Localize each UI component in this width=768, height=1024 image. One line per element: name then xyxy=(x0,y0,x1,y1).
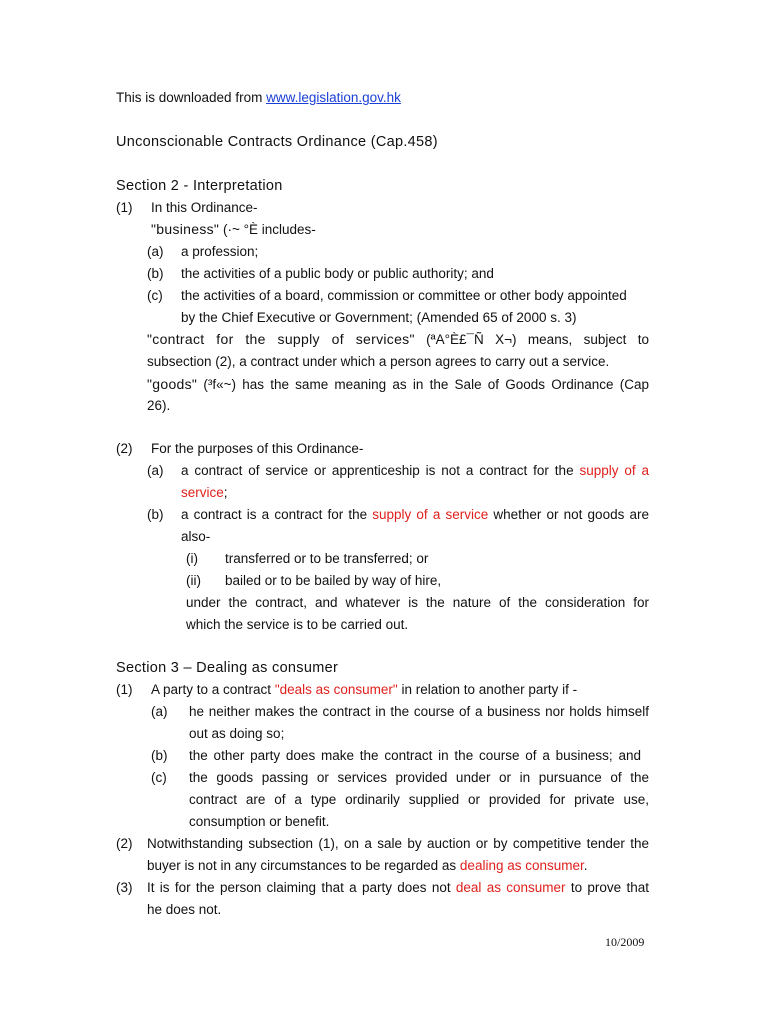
download-prefix: This is downloaded from xyxy=(116,90,267,105)
section3-sub1-text xyxy=(151,681,577,699)
section3-sub3-text2: to prove that xyxy=(565,880,649,895)
section3-sub2-text: buyer is not in any circumstances to be regarded as xyxy=(147,858,460,873)
s3-item-a-line1: he neither makes the contract in the course of a business nor holds himself xyxy=(189,704,649,719)
definition-contract xyxy=(147,330,649,349)
footer-date: 10/2009 xyxy=(605,935,645,949)
highlight-supply-of-a-service: supply of a service xyxy=(372,507,489,522)
ordinance-title: Unconscionable Contracts Ordinance (Cap.458) xyxy=(116,134,438,150)
para-2b-i-text: transferred or to be transferred; or xyxy=(225,551,429,566)
section2-sub1 xyxy=(116,199,133,217)
contract-chinese: (ªA°È£¯Ñ X¬) xyxy=(414,332,517,347)
contract-rest: means, subject to xyxy=(516,332,650,347)
s3-item-c-line1: the goods passing or services provided under or in pursuance of the xyxy=(189,770,649,785)
s3-item-b-number: (b) xyxy=(151,748,168,763)
section3-sub1-b: in relation to another party if - xyxy=(397,682,578,697)
item-a-number: (a) xyxy=(147,244,164,259)
item-c-number: (c) xyxy=(147,288,163,303)
section3-heading: Section 3 – Dealing as consumer xyxy=(116,660,339,676)
section2-heading: Section 2 - Interpretation xyxy=(116,178,283,194)
item-c-line2: by the Chief Executive or Government; (Amended 65 of 2000 s. 3) xyxy=(181,310,577,325)
highlight-deal-as-consumer: deal as consumer xyxy=(455,880,566,895)
para-2b-i-number: (i) xyxy=(186,551,198,566)
definition-goods-line2: 26). xyxy=(147,398,171,413)
para-2b-text: a contract is a contract for the xyxy=(181,507,373,522)
term-contract: "contract for the supply of services" xyxy=(147,331,415,347)
download-notice xyxy=(116,89,401,107)
term-goods: "goods" xyxy=(147,376,198,392)
section3-sub1-number: (1) xyxy=(116,682,133,697)
para-2b-ii-number: (ii) xyxy=(186,573,201,588)
s3-item-b-line1: the other party does make the contract in the course of a business; and xyxy=(189,748,641,763)
para-2b-number: (b) xyxy=(147,507,164,522)
section3-sub3-line2: he does not. xyxy=(147,902,222,917)
para-2b-ii-text: bailed or to be bailed by way of hire, xyxy=(225,573,442,588)
section2-sub2-text: For the purposes of this Ordinance- xyxy=(151,441,364,456)
para-2b-line2: also- xyxy=(181,529,211,544)
item-a-text: a profession; xyxy=(181,244,259,259)
s3-item-a-number: (a) xyxy=(151,704,168,719)
para-2b-line1 xyxy=(181,506,649,524)
highlight-service: service xyxy=(181,485,224,500)
section3-sub2-line2 xyxy=(147,857,588,875)
para-2a-end: ; xyxy=(223,485,228,500)
section3-sub2-line1: Notwithstanding subsection (1), on a sale by auction or by competitive tender the xyxy=(147,836,649,851)
section2-sub1-text: In this Ordinance- xyxy=(151,200,258,215)
business-chinese: (·~ °È xyxy=(219,222,258,237)
para-2a-text: a contract of service or apprenticeship is not a contract for the xyxy=(181,463,580,478)
business-rest: includes- xyxy=(257,222,316,237)
section3-sub1-a: A party to a contract xyxy=(151,682,275,697)
section3-sub3-number: (3) xyxy=(116,880,133,895)
term-business: "business" xyxy=(151,221,220,237)
item-b-text: the activities of a public body or public authority; and xyxy=(181,266,494,281)
definition-business xyxy=(151,220,316,239)
para-2a-number: (a) xyxy=(147,463,164,478)
section3-sub2-end: . xyxy=(583,858,588,873)
para-2b-line3: under the contract, and whatever is the nature of the consideration for xyxy=(186,595,649,610)
definition-contract-line2: subsection (2), a contract under which a person agrees to carry out a service. xyxy=(147,354,610,369)
section2-sub2-number: (2) xyxy=(116,441,133,456)
s3-item-a-line2: out as doing so; xyxy=(189,726,285,741)
section3-sub3-text: It is for the person claiming that a party does not xyxy=(147,880,456,895)
item-c-line1: the activities of a board, commission or committee or other body appointed xyxy=(181,288,627,303)
highlight-deals-as-consumer: "deals as consumer" xyxy=(274,682,398,697)
definition-goods xyxy=(147,375,649,394)
legislation-link[interactable]: www.legislation.gov.hk xyxy=(266,90,401,105)
sub-number: (1) xyxy=(116,200,133,215)
para-2b-text2: whether or not goods are xyxy=(488,507,649,522)
para-2b-line4: which the service is to be carried out. xyxy=(186,617,409,632)
goods-rest: (³f«~) has the same meaning as in the Sale of Goods Ordinance (Cap xyxy=(197,377,649,392)
highlight-dealing-as-consumer: dealing as consumer xyxy=(459,858,584,873)
para-2a-line1 xyxy=(181,462,649,480)
para-2a-line2 xyxy=(181,484,228,502)
s3-item-c-number: (c) xyxy=(151,770,167,785)
section3-sub2-number: (2) xyxy=(116,836,133,851)
highlight-supply-of-a: supply of a xyxy=(579,463,649,478)
section3-sub3-line1 xyxy=(147,879,649,897)
item-b-number: (b) xyxy=(147,266,164,281)
s3-item-c-line2: contract are of a type ordinarily supplied or provided for private use, xyxy=(189,792,649,807)
s3-item-c-line3: consumption or benefit. xyxy=(189,814,330,829)
